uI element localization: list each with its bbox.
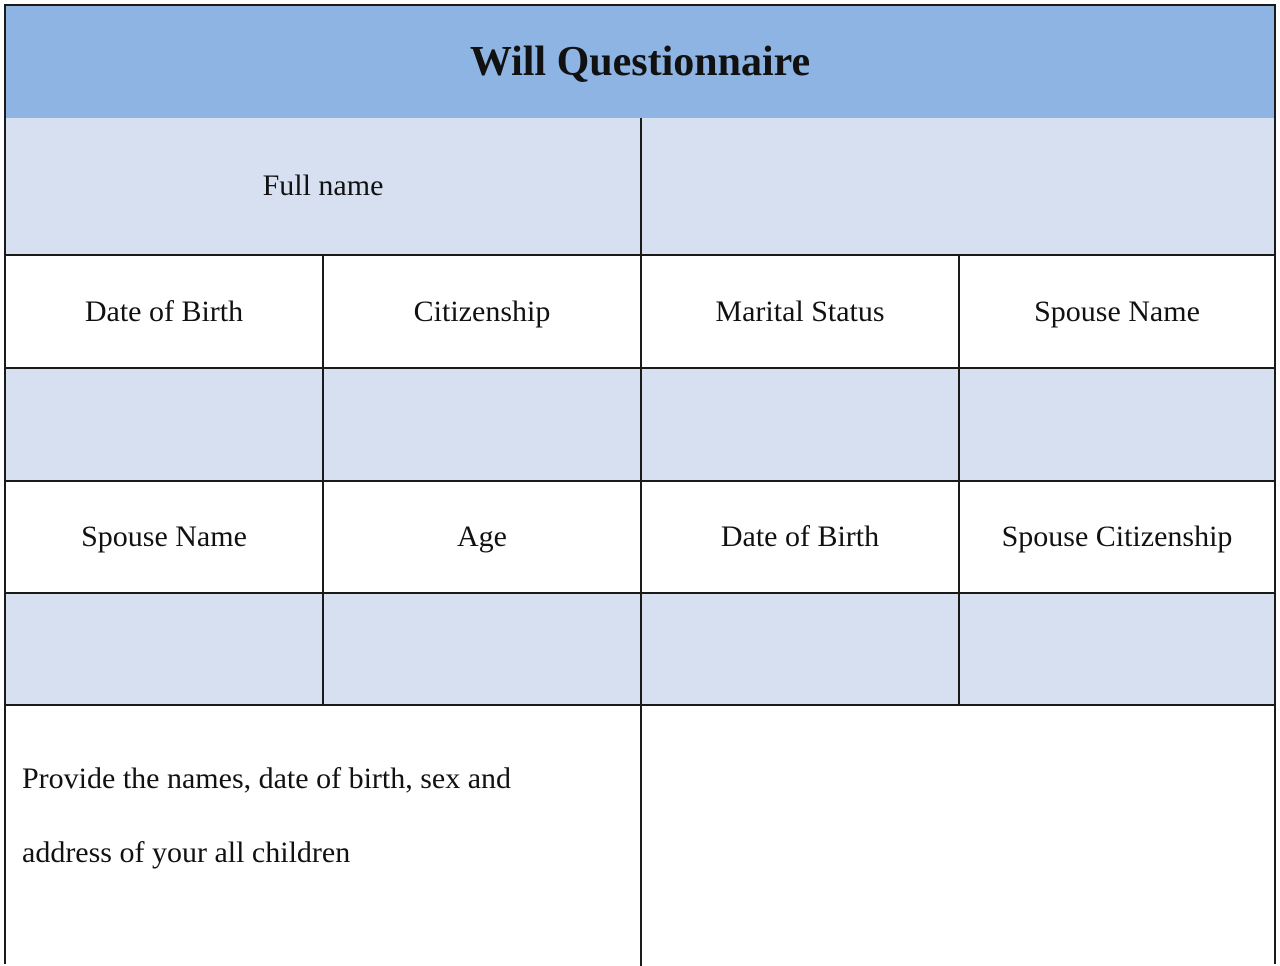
form-header	[6, 6, 1274, 120]
children-field[interactable]	[642, 706, 1274, 966]
will-questionnaire-form	[4, 4, 1276, 964]
header-spouse-date-of-birth: Date of Birth	[642, 482, 960, 594]
header-age: Age	[324, 482, 642, 594]
full-name-label-cell	[6, 118, 642, 256]
spouse-name-field[interactable]	[960, 369, 1274, 482]
full-name-label: Full name	[262, 169, 384, 202]
header-spouse-citizenship: Spouse Citizenship	[960, 482, 1274, 594]
header-spouse-name: Spouse Name	[960, 256, 1274, 369]
spouse-name-2-field[interactable]	[6, 594, 324, 706]
header-spouse-name-2: Spouse Name	[6, 482, 324, 594]
header-date-of-birth: Date of Birth	[6, 256, 324, 369]
marital-status-field[interactable]	[642, 369, 960, 482]
header-citizenship: Citizenship	[324, 256, 642, 369]
spouse-date-of-birth-field[interactable]	[642, 594, 960, 706]
children-label-line-1: Provide the names, date of birth, sex and	[22, 762, 512, 795]
form-title: Will Questionnaire	[469, 39, 811, 85]
date-of-birth-field[interactable]	[6, 369, 324, 482]
header-marital-status: Marital Status	[642, 256, 960, 369]
full-name-field[interactable]	[642, 118, 1274, 256]
citizenship-field[interactable]	[324, 369, 642, 482]
spouse-citizenship-field[interactable]	[960, 594, 1274, 706]
children-label-cell	[6, 706, 642, 966]
age-field[interactable]	[324, 594, 642, 706]
children-label-line-2: address of your all children	[22, 836, 351, 869]
